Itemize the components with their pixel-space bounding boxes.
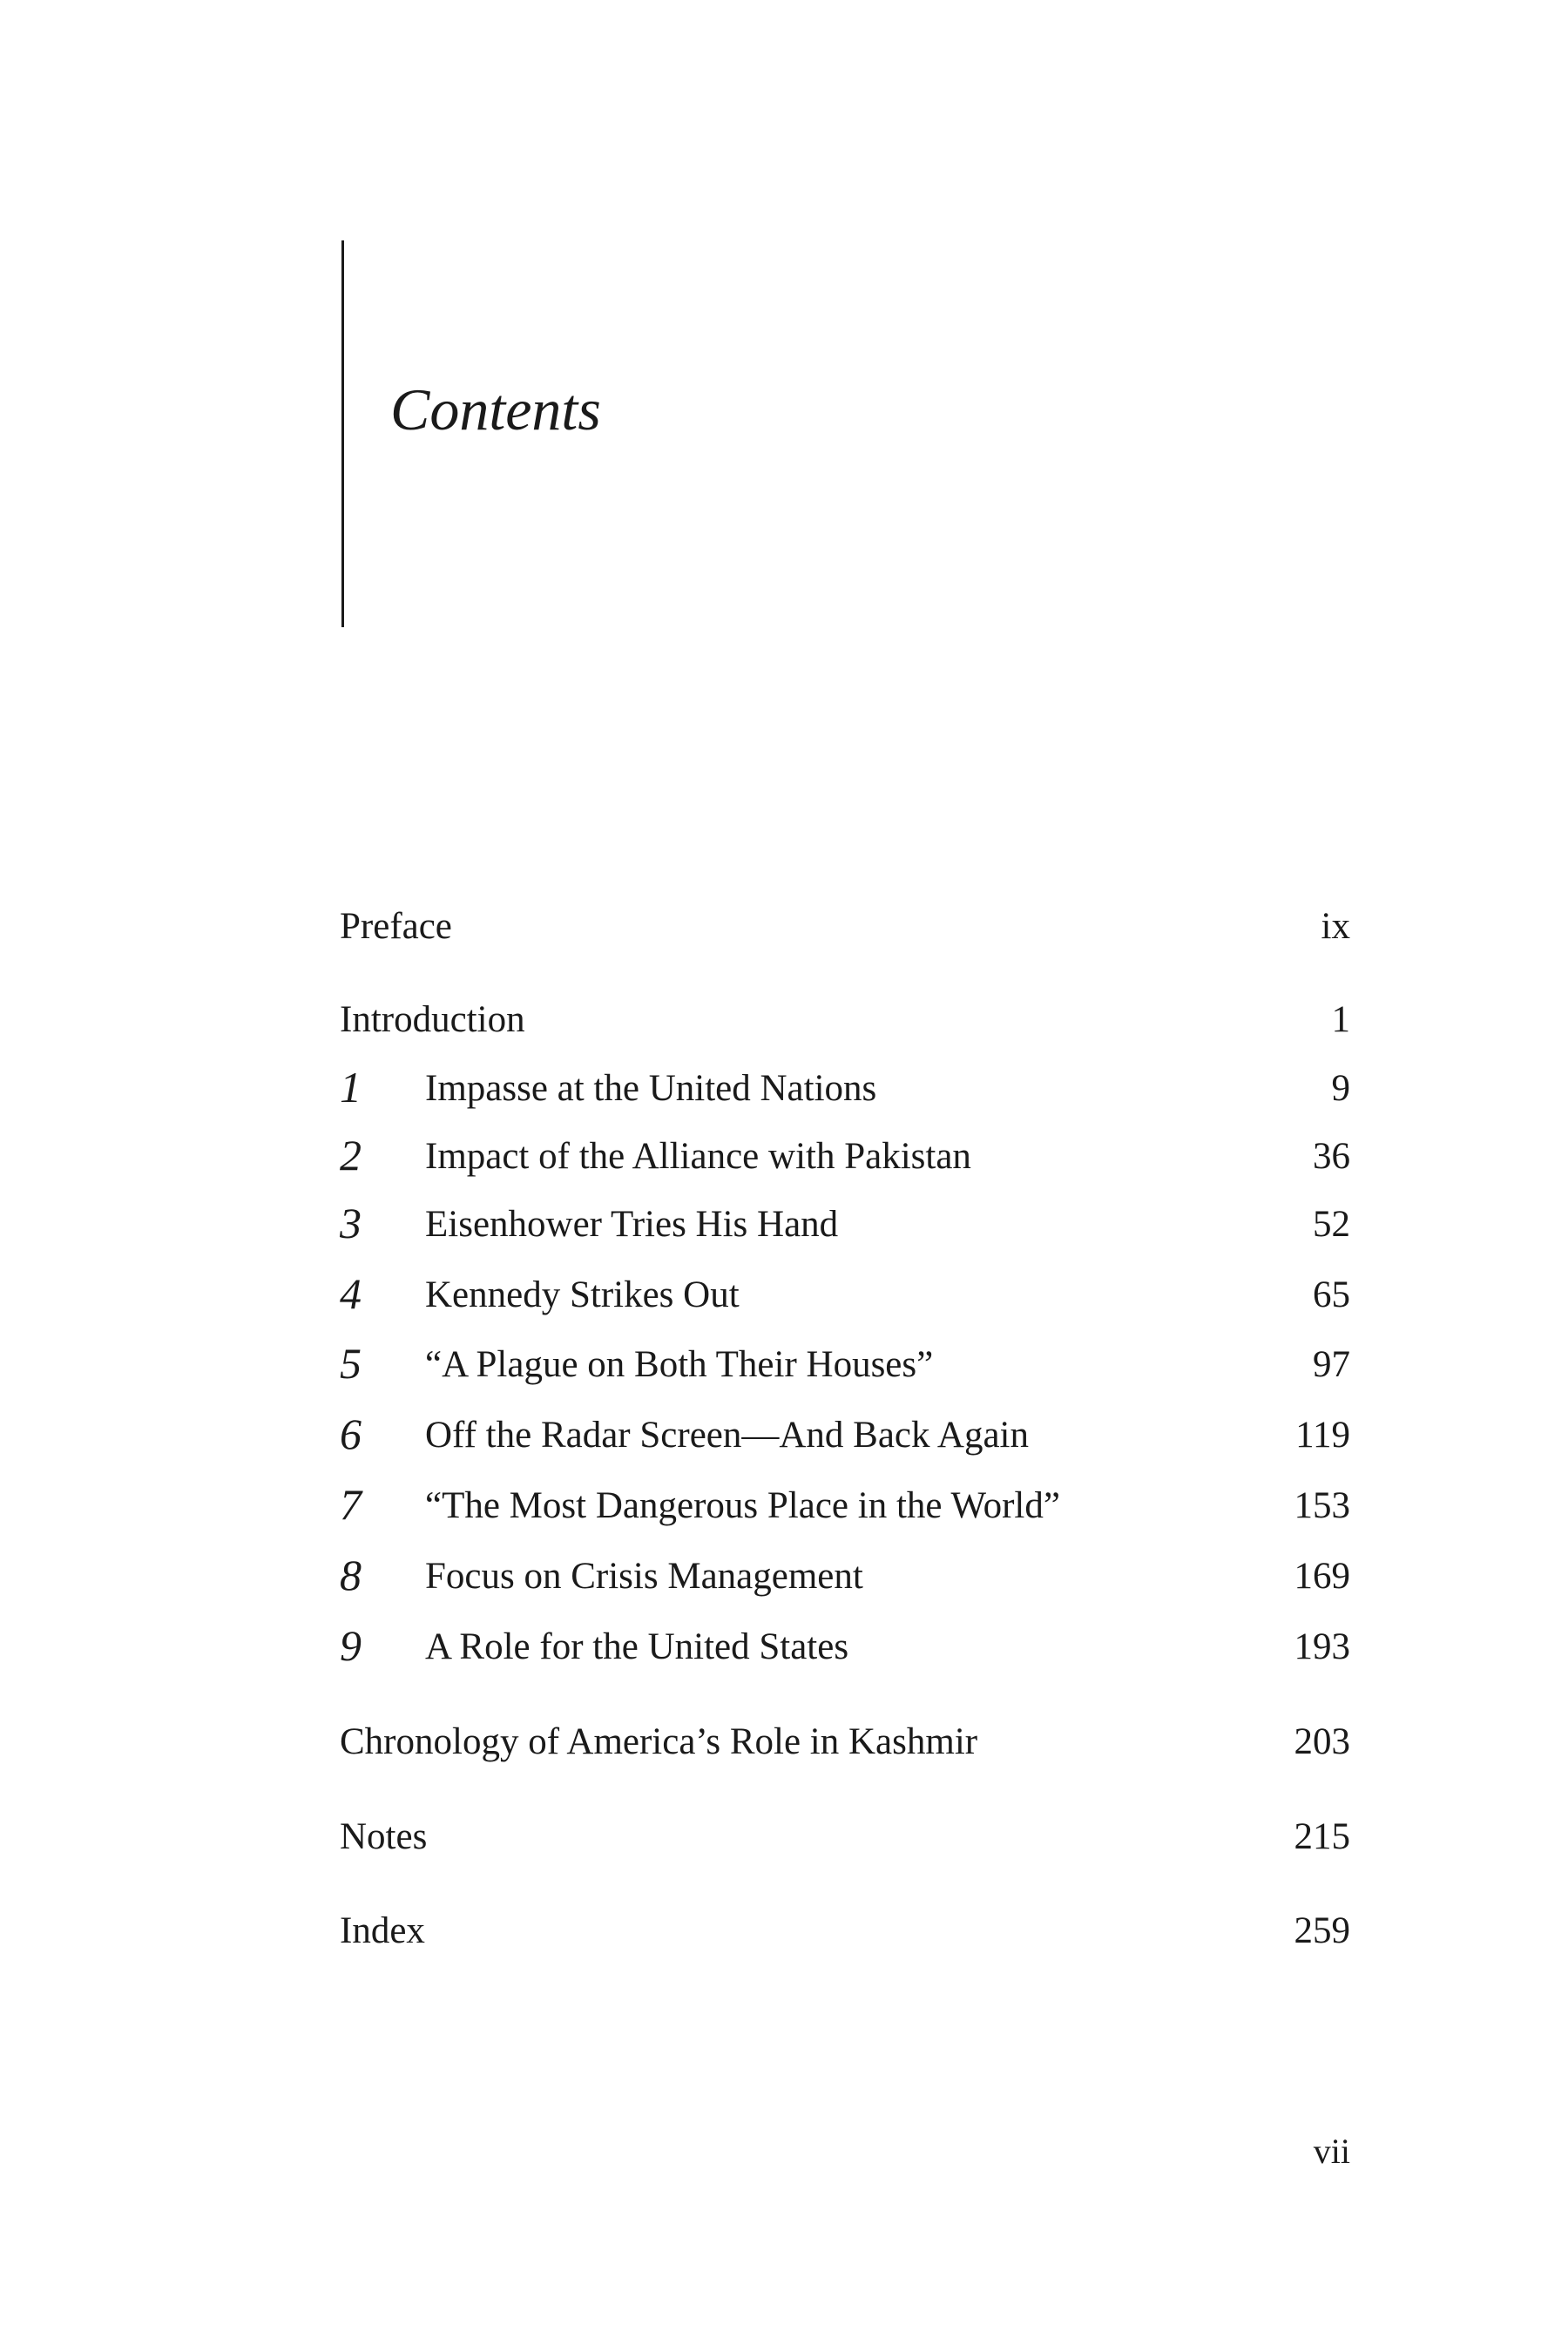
toc-entry-page: 259 bbox=[1294, 1910, 1350, 1951]
chapter-number: 8 bbox=[340, 1551, 362, 1599]
chapter-number: 5 bbox=[340, 1339, 362, 1388]
toc-entry-page: 215 bbox=[1294, 1816, 1350, 1857]
toc-entry-chapter-2 bbox=[340, 1131, 1350, 1183]
toc-entry-page: 36 bbox=[1313, 1136, 1350, 1177]
toc-entry-label: Off the Radar Screen—And Back Again bbox=[425, 1415, 1029, 1456]
toc-entry-label: Eisenhower Tries His Hand bbox=[425, 1204, 839, 1245]
page-folio: vii bbox=[1313, 2132, 1350, 2171]
chapter-number: 9 bbox=[340, 1621, 362, 1670]
chapter-number: 3 bbox=[340, 1199, 362, 1247]
toc-entry-label: Impasse at the United Nations bbox=[425, 1068, 877, 1109]
page-title: Contents bbox=[390, 376, 601, 443]
toc-entry-page: 169 bbox=[1294, 1556, 1350, 1597]
toc-entry-preface bbox=[340, 901, 1350, 953]
toc-entry-page: 153 bbox=[1294, 1485, 1350, 1526]
chapter-number: 1 bbox=[340, 1063, 362, 1112]
toc-entry-page: 203 bbox=[1294, 1721, 1350, 1762]
toc-entry-chapter-5 bbox=[340, 1339, 1350, 1391]
toc-entry-label: Chronology of America’s Role in Kashmir bbox=[340, 1721, 978, 1762]
toc-entry-chronology bbox=[340, 1716, 1350, 1768]
toc-entry-chapter-4 bbox=[340, 1269, 1350, 1321]
toc-entry-label: Index bbox=[340, 1910, 425, 1951]
toc-entry-label: Introduction bbox=[340, 999, 525, 1040]
toc-entry-label: A Role for the United States bbox=[425, 1626, 849, 1667]
toc-entry-page: 97 bbox=[1313, 1344, 1350, 1385]
toc-entry-label: Preface bbox=[340, 906, 452, 947]
toc-entry-page: 9 bbox=[1331, 1068, 1350, 1109]
toc-entry-page: 1 bbox=[1331, 999, 1350, 1040]
chapter-number: 4 bbox=[340, 1269, 362, 1318]
toc-entry-page: ix bbox=[1321, 906, 1350, 947]
toc-entry-page: 193 bbox=[1294, 1626, 1350, 1667]
toc-entry-chapter-8 bbox=[340, 1551, 1350, 1603]
toc-entry-chapter-1 bbox=[340, 1063, 1350, 1115]
toc-entry-index bbox=[340, 1905, 1350, 1957]
title-rule bbox=[341, 240, 344, 627]
toc-entry-chapter-9 bbox=[340, 1621, 1350, 1673]
chapter-number: 2 bbox=[340, 1131, 362, 1179]
toc-entry-page: 52 bbox=[1313, 1204, 1350, 1245]
toc-entry-chapter-7 bbox=[340, 1480, 1350, 1532]
toc-entry-page: 119 bbox=[1295, 1415, 1350, 1456]
toc-entry-chapter-6 bbox=[340, 1409, 1350, 1462]
toc-entry-label: Notes bbox=[340, 1816, 428, 1857]
toc-entry-introduction bbox=[340, 994, 1350, 1046]
toc-entry-label: Focus on Crisis Management bbox=[425, 1556, 863, 1597]
chapter-number: 6 bbox=[340, 1409, 362, 1458]
toc-entry-label: “A Plague on Both Their Houses” bbox=[425, 1344, 934, 1385]
chapter-number: 7 bbox=[340, 1480, 362, 1529]
toc-entry-notes bbox=[340, 1811, 1350, 1863]
toc-entry-page: 65 bbox=[1313, 1274, 1350, 1315]
toc-entry-label: “The Most Dangerous Place in the World” bbox=[425, 1485, 1060, 1526]
toc-entry-label: Impact of the Alliance with Pakistan bbox=[425, 1136, 971, 1177]
toc-entry-label: Kennedy Strikes Out bbox=[425, 1274, 740, 1315]
toc-entry-chapter-3 bbox=[340, 1199, 1350, 1251]
